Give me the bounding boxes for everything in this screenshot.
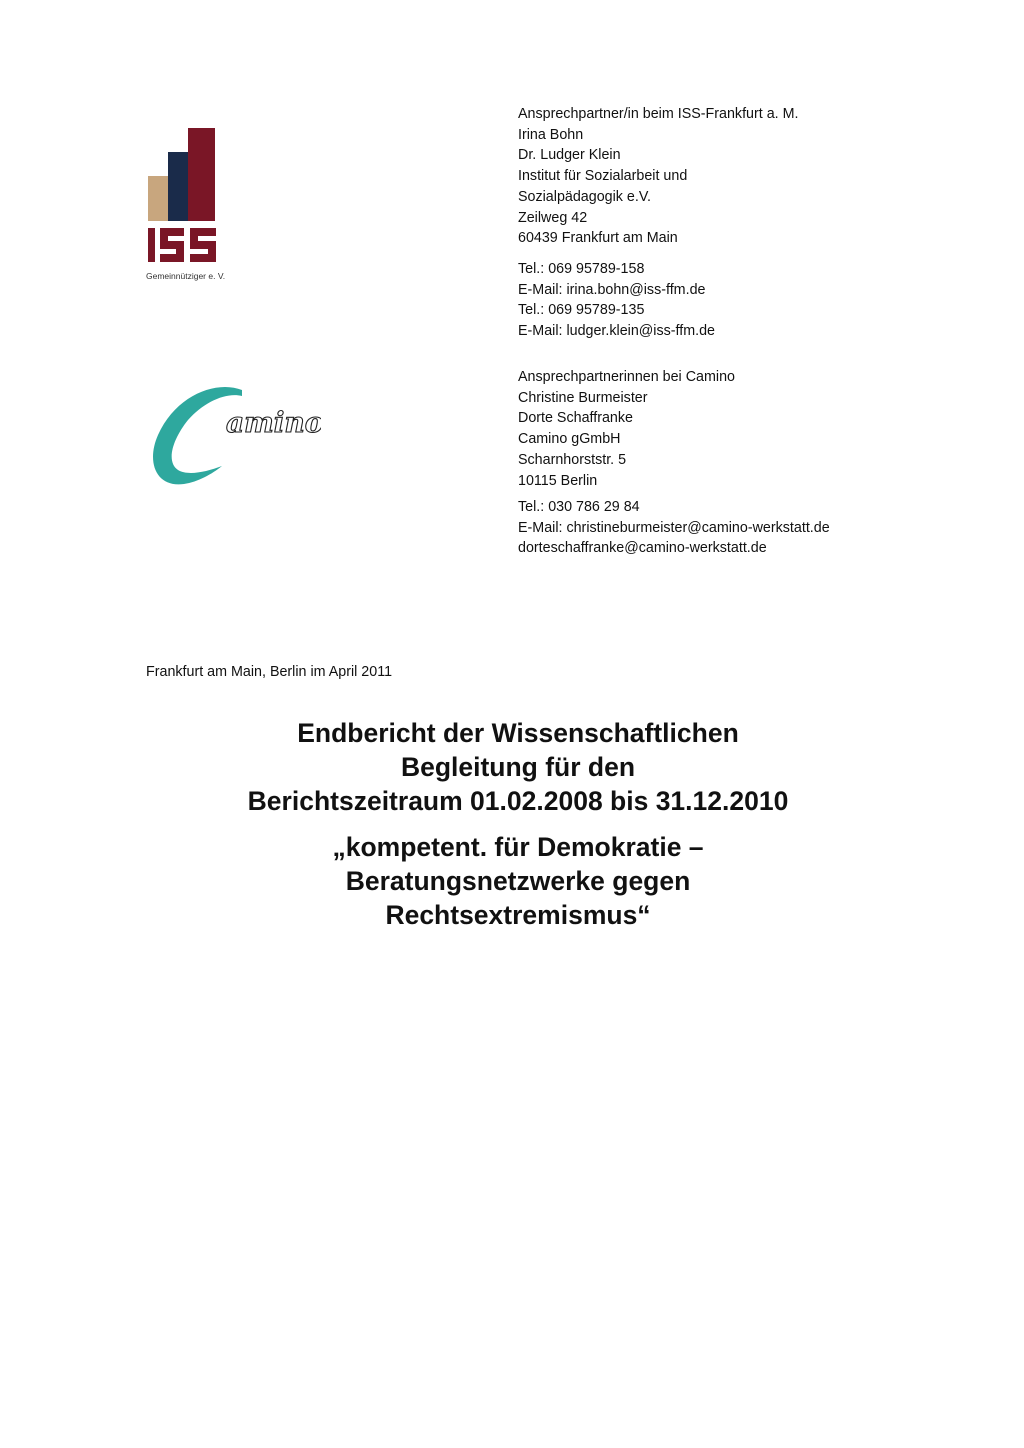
iss-email: E-Mail: irina.bohn@iss-ffm.de bbox=[518, 281, 706, 298]
iss-contact-block bbox=[518, 104, 799, 249]
iss-phone: Tel.: 069 95789-135 bbox=[518, 302, 645, 319]
report-title-line: Begleitung für den bbox=[400, 752, 636, 782]
camino-contact-person: Dorte Schaffranke bbox=[518, 410, 633, 427]
report-subtitle bbox=[0, 830, 1024, 932]
camino-contact-details bbox=[518, 497, 830, 559]
iss-email: E-Mail: ludger.klein@iss-ffm.de bbox=[518, 323, 716, 340]
iss-city: 60439 Frankfurt am Main bbox=[518, 230, 678, 247]
camino-phone: Tel.: 030 786 29 84 bbox=[518, 499, 640, 515]
camino-email: E-Mail: christineburmeister@camino-werkstatt.de bbox=[518, 519, 830, 536]
camino-city: 10115 Berlin bbox=[518, 472, 598, 489]
iss-logo-graphic bbox=[144, 126, 224, 271]
iss-logo-subtitle: Gemeinnütziger e. V. bbox=[146, 271, 226, 281]
iss-contact-details bbox=[518, 259, 715, 342]
iss-contact-heading: Ansprechpartner/in beim ISS-Frankfurt a. M. bbox=[518, 106, 799, 122]
camino-contact-heading: Ansprechpartnerinnen bei Camino bbox=[518, 369, 735, 385]
iss-logo bbox=[144, 126, 224, 286]
report-subtitle-line: Beratungsnetzwerke gegen bbox=[345, 866, 691, 896]
camino-logo-graphic bbox=[146, 380, 321, 492]
iss-institute-name: Institut für Sozialarbeit und bbox=[518, 168, 688, 185]
iss-phone: Tel.: 069 95789-158 bbox=[518, 261, 645, 277]
camino-contact-person: Christine Burmeister bbox=[518, 389, 648, 406]
camino-contact-block bbox=[518, 367, 735, 491]
report-title bbox=[0, 716, 1024, 818]
report-title-line: Endbericht der Wissenschaftlichen bbox=[297, 718, 739, 748]
report-subtitle-line: „kompetent. für Demokratie – bbox=[332, 832, 704, 862]
place-date: Frankfurt am Main, Berlin im April 2011 bbox=[146, 664, 393, 680]
camino-logo-text: amino bbox=[226, 406, 321, 439]
report-title-line: Berichtszeitraum 01.02.2008 bis 31.12.2010 bbox=[247, 786, 789, 816]
camino-logo bbox=[146, 380, 321, 492]
camino-org-name: Camino gGmbH bbox=[518, 431, 621, 448]
report-subtitle-line: Rechtsextremismus“ bbox=[385, 900, 651, 930]
iss-street: Zeilweg 42 bbox=[518, 209, 588, 226]
iss-contact-person: Dr. Ludger Klein bbox=[518, 147, 621, 164]
camino-email: dorteschaffranke@camino-werkstatt.de bbox=[518, 540, 767, 557]
iss-institute-name: Sozialpädagogik e.V. bbox=[518, 188, 652, 205]
camino-street: Scharnhorststr. 5 bbox=[518, 451, 627, 468]
iss-contact-person: Irina Bohn bbox=[518, 126, 584, 143]
